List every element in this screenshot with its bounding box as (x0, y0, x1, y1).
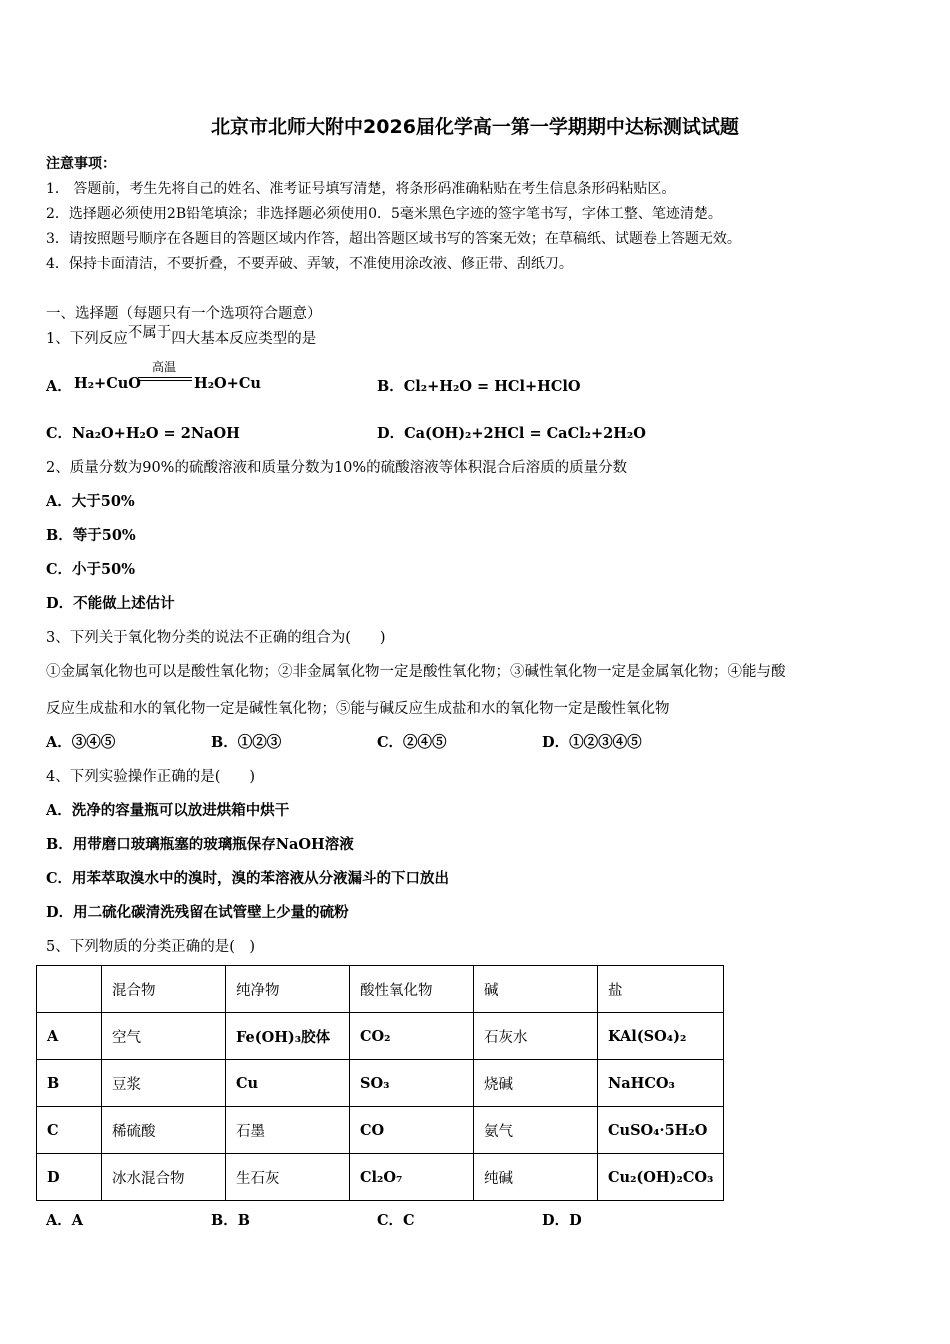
section-heading: 一、选择题（每题只有一个选项符合题意） (46, 306, 322, 322)
q4-option-a: A．洗净的容量瓶可以放进烘箱中烘干 (46, 802, 290, 819)
q4-stem: 4、下列实验操作正确的是( ) (46, 769, 256, 785)
table-cell: A (37, 1013, 102, 1060)
q3-stem: 3、下列关于氧化物分类的说法不正确的组合为( ) (46, 630, 386, 646)
q1-option-b: B．Cl₂+H₂O = HCl+HClO (377, 378, 581, 395)
table-cell: 烧碱 (474, 1060, 598, 1107)
q3-option-c: C．②④⑤ (377, 734, 447, 751)
q1-equal-line-top (138, 377, 192, 378)
q1-stem-emphasis: 不属于 (127, 325, 172, 341)
table-row (37, 1107, 724, 1154)
q1-stem-part-c: 四大基本反应类型的是 (171, 331, 317, 347)
table-row (37, 1154, 724, 1201)
q5-classification-table (36, 965, 724, 1201)
q5-stem: 5、下列物质的分类正确的是( ) (46, 939, 256, 955)
table-cell: SO₃ (350, 1060, 474, 1107)
table-cell: 稀硫酸 (102, 1107, 226, 1154)
table-cell: KAl(SO₄)₂ (598, 1013, 724, 1060)
q1-stem-part-a: 1、下列反应 (46, 331, 128, 347)
q5-option-b: B．B (211, 1212, 251, 1229)
note-item-1: 1． 答题前，考生先将自己的姓名、准考证号填写清楚，将条形码准确粘贴在考生信息条形码粘贴区。 (46, 181, 676, 197)
q5-option-d: D．D (542, 1212, 582, 1229)
q2-stem: 2、质量分数为90%的硫酸溶液和质量分数为10%的硫酸溶液等体积混合后溶质的质量分数 (46, 460, 628, 476)
q2-option-a: A．大于50% (46, 493, 135, 510)
table-cell: Cu (226, 1060, 350, 1107)
table-cell: 石灰水 (474, 1013, 598, 1060)
q1-option-a-label: A． (46, 378, 72, 395)
q3-option-a: A．③④⑤ (46, 734, 116, 751)
q5-option-a: A．A (46, 1212, 84, 1229)
q3-option-b: B．①②③ (211, 734, 282, 751)
note-item-2: 2．选择题必须使用2B铅笔填涂；非选择题必须使用0．5毫米黑色字迹的签字笔书写，字体工整、笔迹清楚。 (46, 206, 722, 222)
page-title: 北京市北师大附中2026届化学高一第一学期期中达标测试试题 (211, 116, 739, 138)
table-cell: Cu₂(OH)₂CO₃ (598, 1154, 724, 1201)
table-cell: CO₂ (350, 1013, 474, 1060)
table-cell: C (37, 1107, 102, 1154)
q2-option-d: D．不能做上述估计 (46, 595, 175, 612)
q5-option-c: C．C (377, 1212, 415, 1229)
table-cell: 氨气 (474, 1107, 598, 1154)
table-cell: CuSO₄·5H₂O (598, 1107, 724, 1154)
q3-option-d: D．①②③④⑤ (542, 734, 642, 751)
q1-stem (46, 327, 316, 348)
table-cell: 纯碱 (474, 1154, 598, 1201)
q1-option-a-right: H₂O+Cu (194, 375, 261, 392)
table-header-cell: 混合物 (102, 966, 226, 1013)
table-cell: 冰水混合物 (102, 1154, 226, 1201)
q1-option-c: C．Na₂O+H₂O = 2NaOH (46, 425, 240, 442)
q1-option-d: D．Ca(OH)₂+2HCl = CaCl₂+2H₂O (377, 425, 646, 442)
notes-heading: 注意事项： (46, 156, 116, 172)
note-item-4: 4．保持卡面清洁，不要折叠，不要弄破、弄皱，不准使用涂改液、修正带、刮纸刀。 (46, 256, 573, 272)
q4-option-d: D．用二硫化碳清洗残留在试管壁上少量的硫粉 (46, 904, 349, 921)
q1-option-a-left: H₂+CuO (74, 375, 141, 392)
table-row (37, 1060, 724, 1107)
table-cell: 空气 (102, 1013, 226, 1060)
note-item-3: 3．请按照题号顺序在各题目的答题区域内作答，超出答题区域书写的答案无效；在草稿纸、试题卷上答题无效。 (46, 231, 741, 247)
q1-reaction-condition: 高温 (151, 360, 176, 374)
table-header-cell: 酸性氧化物 (350, 966, 474, 1013)
table-header-cell (37, 966, 102, 1013)
table-header-cell: 碱 (474, 966, 598, 1013)
table-cell: B (37, 1060, 102, 1107)
table-cell: CO (350, 1107, 474, 1154)
q3-statement-line-1: ①金属氧化物也可以是酸性氧化物；②非金属氧化物一定是酸性氧化物；③碱性氧化物一定是金属氧化物；④能与酸 (46, 664, 786, 680)
table-header-cell: 纯净物 (226, 966, 350, 1013)
table-header-cell: 盐 (598, 966, 724, 1013)
q3-statement-line-2: 反应生成盐和水的氧化物一定是碱性氧化物；⑤能与碱反应生成盐和水的氧化物一定是酸性氧化物 (46, 701, 670, 717)
table-cell: 生石灰 (226, 1154, 350, 1201)
table-header-row (37, 966, 724, 1013)
q2-option-b: B．等于50% (46, 527, 136, 544)
q2-option-c: C．小于50% (46, 561, 135, 578)
q1-equal-line-bottom (138, 380, 192, 381)
table-row (37, 1013, 724, 1060)
table-cell: Fe(OH)₃胶体 (226, 1013, 350, 1060)
table-cell: 豆浆 (102, 1060, 226, 1107)
table-cell: D (37, 1154, 102, 1201)
table-cell: Cl₂O₇ (350, 1154, 474, 1201)
table-cell: NaHCO₃ (598, 1060, 724, 1107)
q4-option-b: B．用带磨口玻璃瓶塞的玻璃瓶保存NaOH溶液 (46, 836, 354, 853)
table-cell: 石墨 (226, 1107, 350, 1154)
q4-option-c: C．用苯萃取溴水中的溴时，溴的苯溶液从分液漏斗的下口放出 (46, 870, 450, 887)
